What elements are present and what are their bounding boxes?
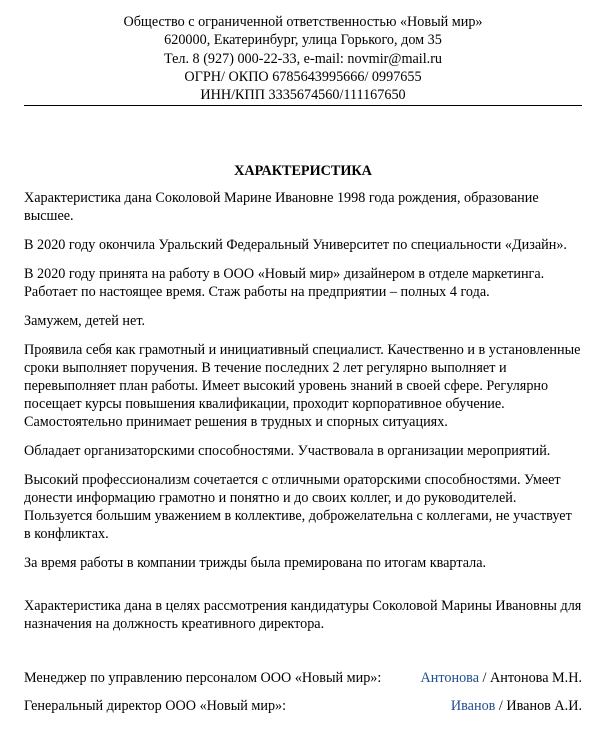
signatory-name: Иванов А.И. — [506, 698, 582, 714]
document-body — [24, 189, 582, 583]
company-contacts: Тел. 8 (927) 000-22-33, e-mail: novmir@mail.ru — [163, 50, 443, 67]
signature-block — [421, 669, 582, 687]
signatory-role: Генеральный директор ООО «Новый мир»: — [24, 698, 287, 714]
paragraph-professional-qualities: Проявила себя как грамотный и инициативный специалист. Качественно и в установленные сроки выполняет поручения. В течение последних 2 лет регулярно выполняет и перевыполняет план работы. Имеет высокий уровень знаний в своей сфере. Регулярно посещает курсы повышения квалификации, проходит корпоративное обучение. Самостоятельно принимает решения в трудных и спорных ситуациях. — [24, 342, 581, 430]
handwritten-signature: Антонова — [420, 670, 479, 686]
company-name: Общество с ограниченной ответственностью «Новый мир» — [123, 14, 483, 30]
purpose-text: Характеристика дана в целях рассмотрения кандидатуры Соколовой Марины Ивановны для назначения на должность креативного директора. — [24, 598, 582, 632]
company-inn-kpp: ИНН/КПП 3335674560/111167650 — [200, 87, 406, 104]
paragraph-organizational-skills: Обладает организаторскими способностями. Участвовала в организации мероприятий. — [24, 443, 551, 459]
paragraph-family: Замужем, детей нет. — [24, 313, 145, 329]
signature-separator: / — [479, 670, 491, 686]
signature-row-hr-manager — [24, 669, 582, 687]
paragraph-university: В 2020 году окончила Уральский Федеральный Университет по специальности «Дизайн». — [24, 237, 567, 253]
paragraph-awards: За время работы в компании трижды была премирована по итогам квартала. — [24, 555, 487, 571]
signature-row-general-director — [24, 697, 582, 715]
letterhead — [0, 13, 606, 104]
company-ogrn-okpo: ОГРН/ ОКПО 6785643995666/ 0997655 — [184, 68, 422, 85]
document-title: ХАРАКТЕРИСТИКА — [234, 163, 372, 179]
paragraph-employment: В 2020 году принята на работу в ООО «Новый мир» дизайнером в отделе маркетинга. Работает по настоящее время. Стаж работы на предприятии – полных 4 года. — [24, 266, 545, 300]
handwritten-signature: Иванов — [450, 698, 496, 714]
company-address: 620000, Екатеринбург, улица Горького, дом 35 — [164, 32, 442, 49]
signatory-name: Антонова М.Н. — [490, 670, 582, 686]
document-purpose — [24, 597, 582, 633]
paragraph-communication: Высокий профессионализм сочетается с отличными ораторскими способностями. Умеет донести информацию грамотно и понятно и до своих коллег, и до руководителей. Пользуется большим уважением в коллективе, доброжелательна с коллегами, не участвует в конфликтах. — [24, 472, 572, 542]
signature-block — [451, 697, 582, 715]
signatory-role: Менеджер по управлению персоналом ООО «Новый мир»: — [24, 670, 382, 686]
paragraph-birth-education: Характеристика дана Соколовой Марине Ивановне 1998 года рождения, образование высшее. — [24, 190, 539, 224]
signature-separator: / — [495, 698, 507, 714]
letterhead-divider — [24, 105, 582, 106]
